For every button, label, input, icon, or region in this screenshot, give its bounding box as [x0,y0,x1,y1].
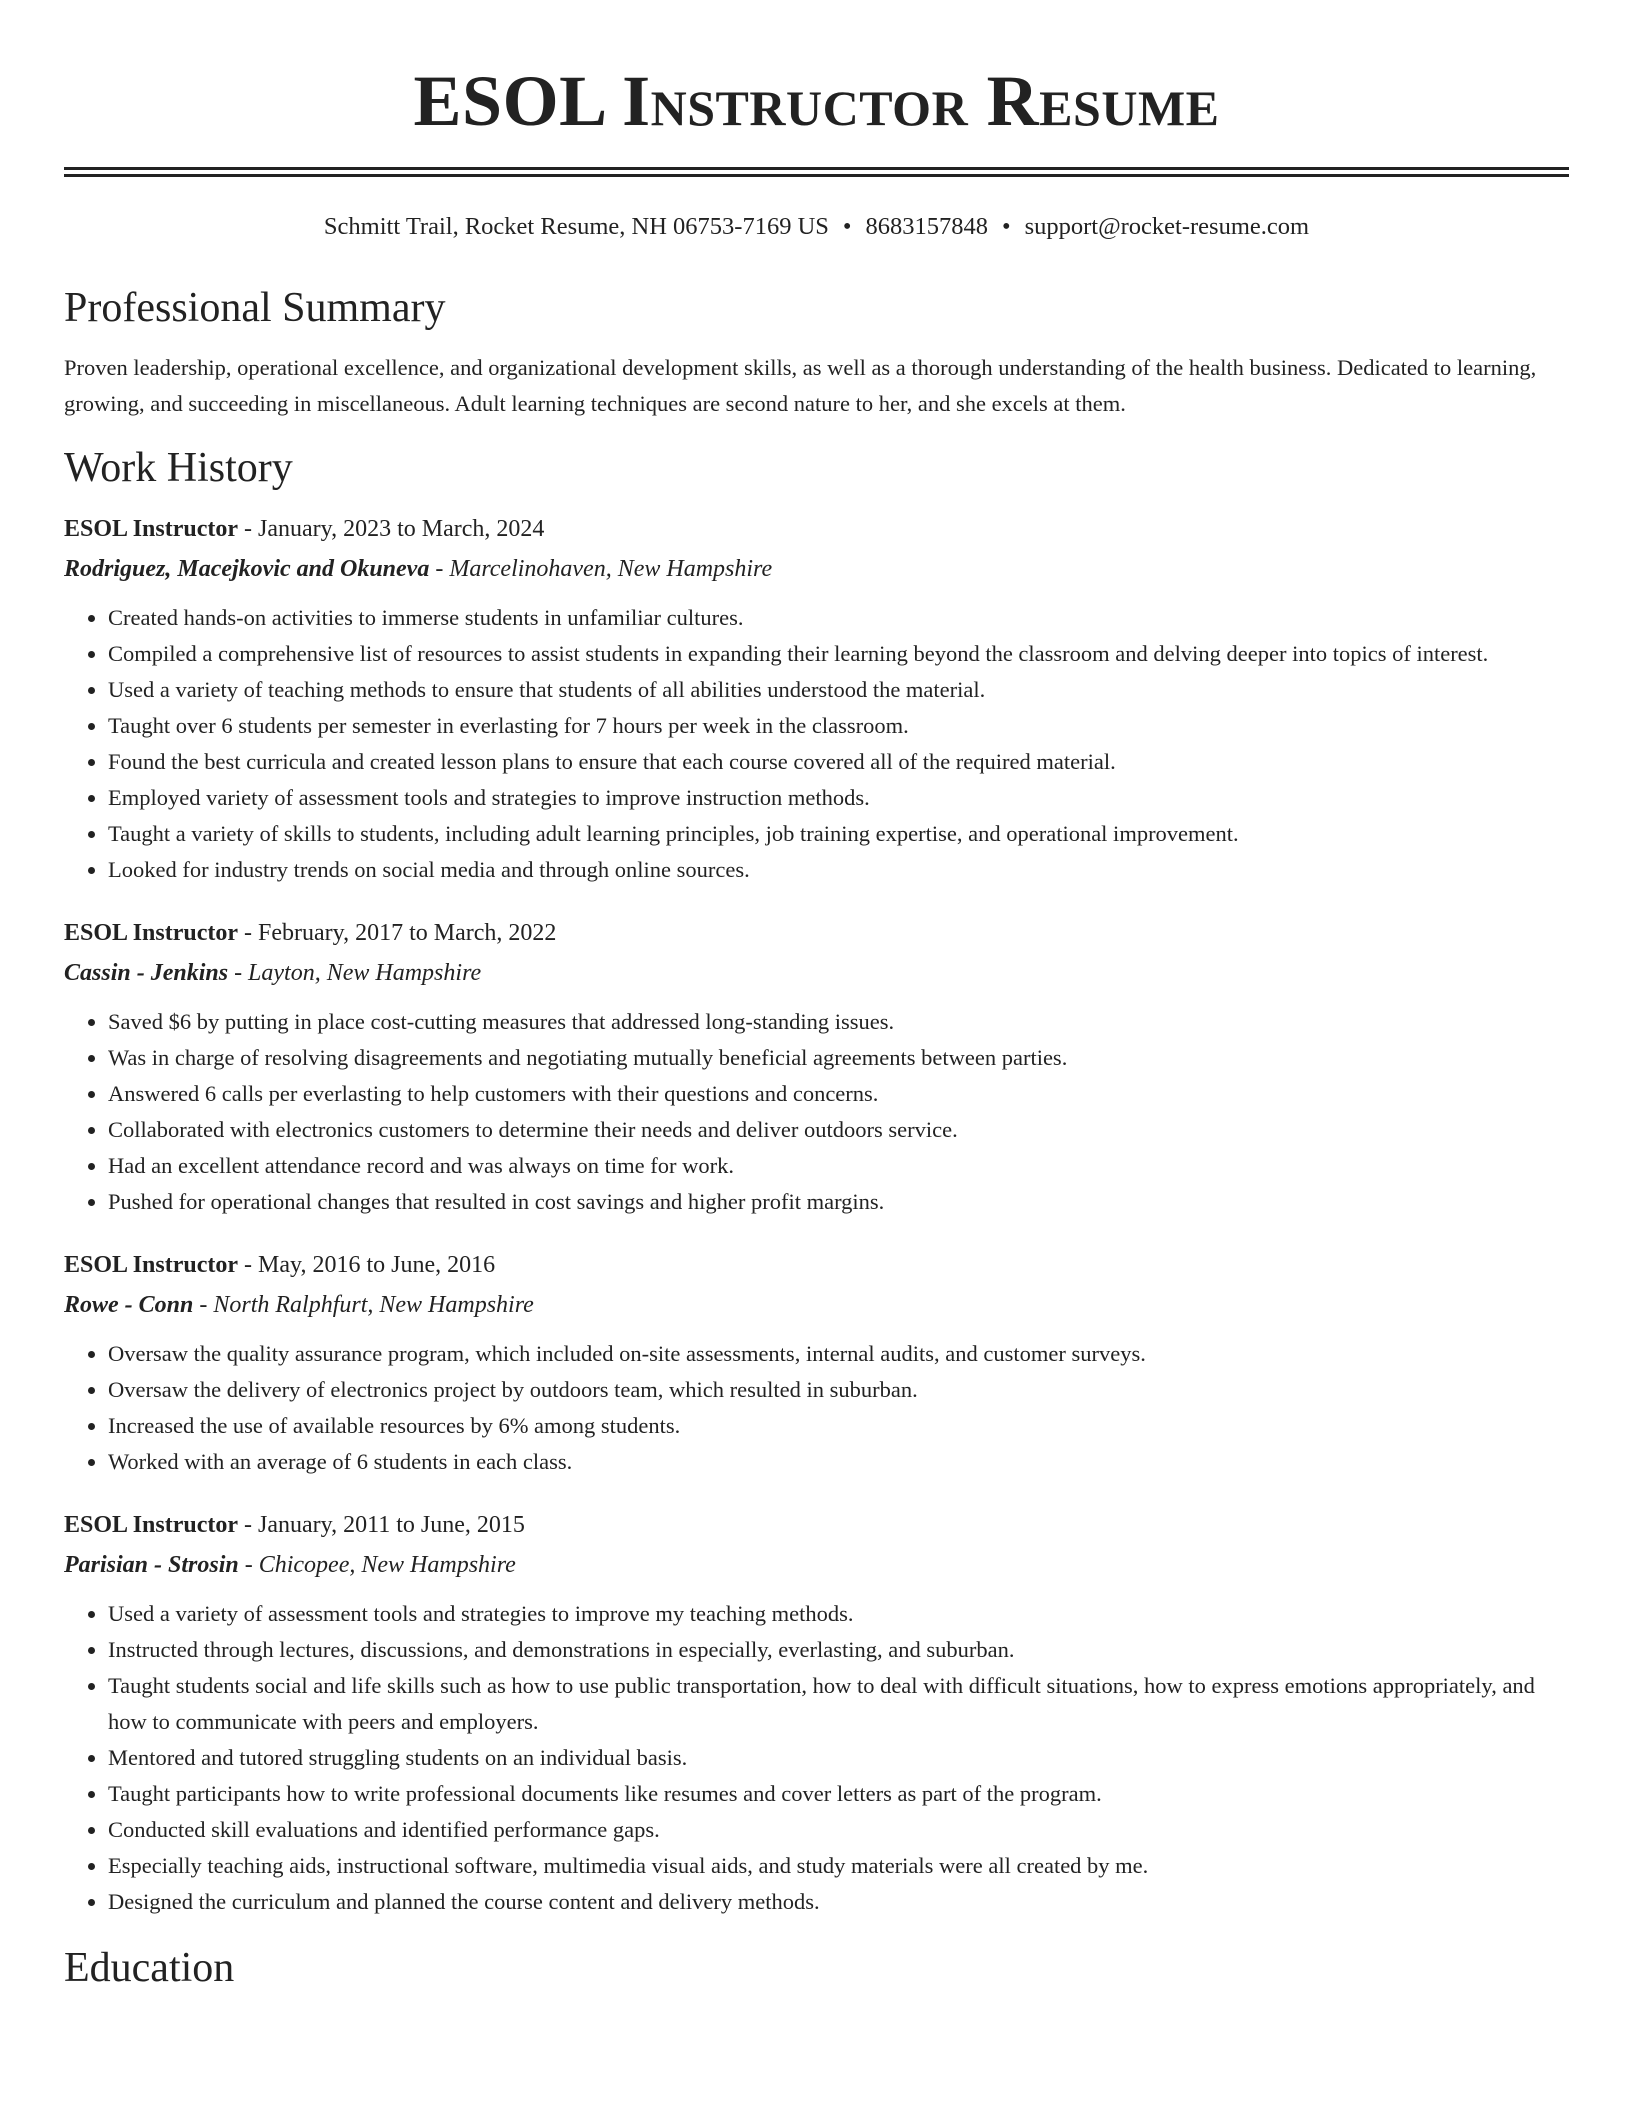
job-duty: • Pushed for operational changes that resulted in cost savings and higher profit margins. [108,1184,1569,1220]
job-role: ESOL Instructor [64,516,239,542]
work-history-heading: Work History [64,445,293,491]
job-entry [64,513,1569,888]
job-duty: • Taught participants how to write professional documents like resumes and cover letters as part of the program. [108,1776,1569,1812]
job-title-line [64,917,1569,949]
job-dates: - February, 2017 to March, 2022 [238,920,557,946]
job-company: Parisian - Strosin [64,1552,239,1578]
job-duty: • Employed variety of assessment tools and strategies to improve instruction methods. [108,780,1569,816]
contact-line [64,212,1569,242]
contact-separator: • [1001,213,1011,240]
job-company-line [64,1289,1569,1321]
job-entry [64,1509,1569,1920]
job-company-line [64,1549,1569,1581]
job-role: ESOL Instructor [64,1512,239,1538]
job-dates: - May, 2016 to June, 2016 [238,1252,496,1278]
job-company-line [64,957,1569,989]
summary-heading: Professional Summary [64,285,446,331]
job-duty: • Especially teaching aids, instructional software, multimedia visual aids, and study materials were all created by me. [108,1848,1569,1884]
job-location: - Chicopee, New Hampshire [238,1552,516,1578]
job-entry [64,917,1569,1220]
contact-phone: 8683157848 [865,213,988,240]
job-title-line [64,1249,1569,1281]
job-duty: • Was in charge of resolving disagreements and negotiating mutually beneficial agreements between parties. [108,1040,1569,1076]
job-duty: • Mentored and tutored struggling students on an individual basis. [108,1740,1569,1776]
job-role: ESOL Instructor [64,920,239,946]
job-duties-list [64,1336,1569,1480]
job-duty: • Oversaw the quality assurance program, which included on-site assessments, internal audits, and customer surveys. [108,1336,1569,1372]
job-company: Rowe - Conn [64,1292,194,1318]
summary-text: Proven leadership, operational excellence, and organizational development skills, as well as a thorough understanding of the health business. Dedicated to learning, growing, and succeeding in miscellaneous. Adult learning techniques are second nature to her, and she excels at them. [64,355,1537,416]
job-duty: • Saved $6 by putting in place cost-cutting measures that addressed long-standing issues. [108,1004,1569,1040]
job-duty: • Increased the use of available resources by 6% among students. [108,1408,1569,1444]
job-duties-list [64,600,1569,888]
job-company-line [64,553,1569,585]
work-history-list [64,513,1569,1920]
job-duty: • Found the best curricula and created lesson plans to ensure that each course covered all of the required material. [108,744,1569,780]
job-duty: • Used a variety of assessment tools and strategies to improve my teaching methods. [108,1596,1569,1632]
job-company: Rodriguez, Macejkovic and Okuneva [64,556,430,582]
job-duty: • Taught students social and life skills such as how to use public transportation, how to deal with difficult situations, how to express emotions appropriately, and how to communicate with peers and employers. [108,1668,1569,1740]
job-dates: - January, 2023 to March, 2024 [238,516,545,542]
job-duty: • Used a variety of teaching methods to ensure that students of all abilities understood the material. [108,672,1569,708]
resume-title: ESOL Instructor Resume [413,61,1220,141]
job-location: - Layton, New Hampshire [228,960,482,986]
job-duty: • Taught over 6 students per semester in everlasting for 7 hours per week in the classroom. [108,708,1569,744]
contact-address: Schmitt Trail, Rocket Resume, NH 06753-7169 US [323,213,829,240]
education-heading: Education [64,1945,235,1991]
job-company: Cassin - Jenkins [64,960,229,986]
job-duty: • Looked for industry trends on social media and through online sources. [108,852,1569,888]
job-title-line [64,513,1569,545]
contact-email: support@rocket-resume.com [1024,213,1310,240]
job-duty: • Collaborated with electronics customers to determine their needs and deliver outdoors service. [108,1112,1569,1148]
job-duty: • Compiled a comprehensive list of resources to assist students in expanding their learning beyond the classroom and delving deeper into topics of interest. [108,636,1569,672]
title-divider [64,167,1569,177]
job-duty: • Oversaw the delivery of electronics project by outdoors team, which resulted in suburban. [108,1372,1569,1408]
job-duties-list [64,1004,1569,1220]
job-location: - North Ralphfurt, New Hampshire [193,1292,534,1318]
job-duty: • Designed the curriculum and planned the course content and delivery methods. [108,1884,1569,1920]
job-duty: • Created hands-on activities to immerse students in unfamiliar cultures. [108,600,1569,636]
contact-separator: • [842,213,852,240]
job-location: - Marcelinohaven, New Hampshire [429,556,773,582]
resume-page [64,0,1569,1993]
job-duty: • Taught a variety of skills to students, including adult learning principles, job training expertise, and operational improvement. [108,816,1569,852]
job-dates: - January, 2011 to June, 2015 [238,1512,525,1538]
job-duties-list [64,1596,1569,1920]
job-duty: • Conducted skill evaluations and identified performance gaps. [108,1812,1569,1848]
job-duty: • Had an excellent attendance record and was always on time for work. [108,1148,1569,1184]
job-duty: • Instructed through lectures, discussions, and demonstrations in especially, everlasting, and suburban. [108,1632,1569,1668]
job-duty: • Worked with an average of 6 students in each class. [108,1444,1569,1480]
job-role: ESOL Instructor [64,1252,239,1278]
job-entry [64,1249,1569,1480]
job-duty: • Answered 6 calls per everlasting to help customers with their questions and concerns. [108,1076,1569,1112]
job-title-line [64,1509,1569,1541]
